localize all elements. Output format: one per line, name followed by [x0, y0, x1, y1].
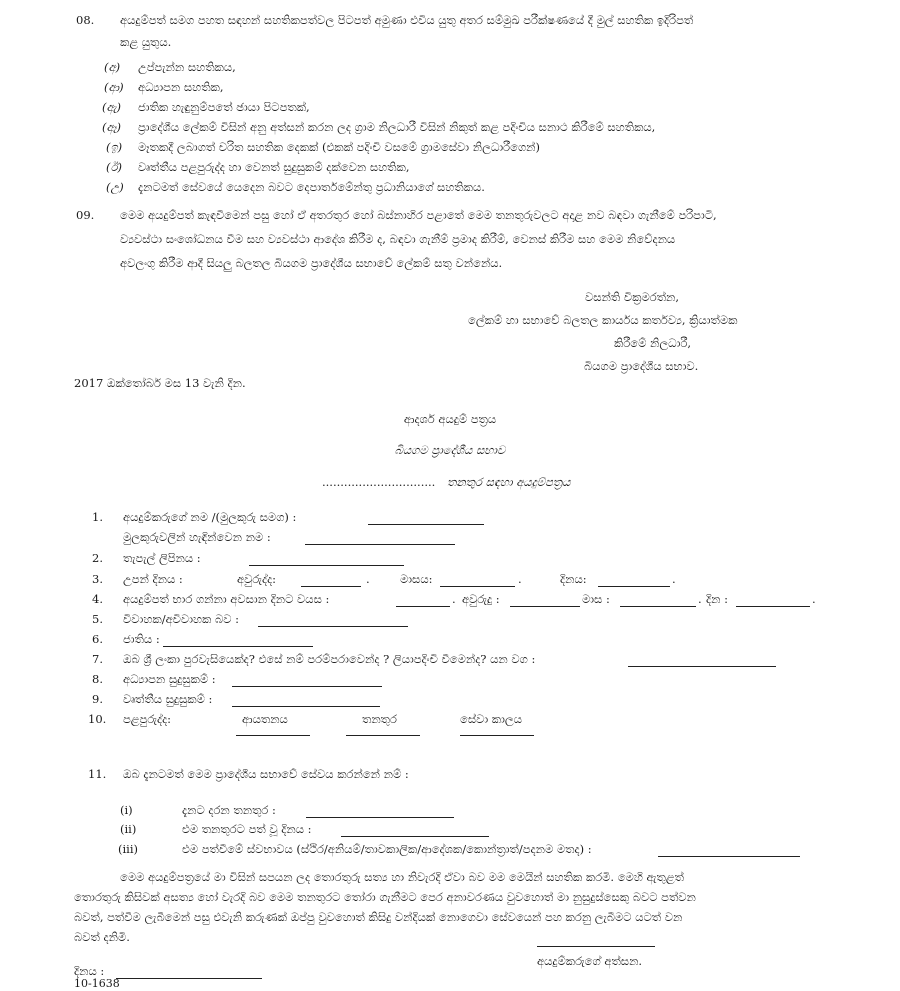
- notice-date: 2017 ඔක්තෝබර් මස 13 වැනි දින.: [74, 376, 246, 390]
- field-number: 5.: [92, 612, 103, 626]
- field-number: 3.: [92, 572, 103, 586]
- professional-qualifications-label: වෘත්තීය සුදුසුකම් :: [123, 692, 213, 706]
- field-number: 10.: [88, 712, 107, 726]
- declaration-line: බවත්, පත්වීම ලැබීමෙන් පසු එවැනි කරුණක් ඔප්පු වුවහොත් කිසිදු වන්දියක් නොගෙවා සේවයෙන් පහ කරනු ලැබීමට යටත් වන: [74, 910, 683, 924]
- list-item: අධ්‍යාපන සහතික,: [138, 80, 224, 94]
- list-item: මෑතකදී ලබාගත් චරිත සහතික දෙකක් (එකක් පදිංචි වසමේ ග්‍රාමසේවා නිලධාරීගෙන්): [138, 140, 540, 154]
- initials-name-line[interactable]: [305, 544, 455, 545]
- note-text-line: කළ යුතුය.: [120, 35, 172, 49]
- application-date-line[interactable]: [116, 978, 262, 979]
- field-number: 6.: [92, 632, 103, 646]
- note-text-line: ව්‍යවස්ථා සංශෝධනය වීම සහ ව්‍යවස්ථා ආදේශ කිරීම ද, බඳවා ගැනීම් ප්‍රමාද කිරීම්, වෙනස් කිරීම සහ මෙම නිවේදනය: [120, 232, 676, 246]
- postal-address-line[interactable]: [249, 565, 404, 566]
- sub-marker: (i): [120, 803, 133, 817]
- list-item: ජාතික හැඳුනුම්පතේ ඡායා පිටපතක්,: [138, 100, 310, 114]
- experience-post-line[interactable]: [346, 735, 420, 736]
- separator-dot: .: [698, 592, 702, 606]
- separator-dot: .: [452, 592, 456, 606]
- note-number: 08.: [76, 13, 95, 27]
- experience-institution-line[interactable]: [236, 735, 310, 736]
- nationality-label: ජාතිය :: [123, 632, 160, 646]
- citizenship-label: ඔබ ශ්‍රී ලංකා පුරවැසියෙක්ද? එසේ නම් පරම්පරාවෙන්ද ? ලියාපදිංචි වීමෙන්ද? යන වග :: [123, 652, 536, 666]
- list-marker: (උ): [106, 180, 124, 194]
- age-label: අයදුම්පත් භාර ගන්නා අවසාන දිනට වයස :: [123, 592, 330, 606]
- age-days-label: දින :: [706, 592, 728, 606]
- form-title: ආදර්ශ අයදුම් පත්‍රය: [403, 412, 497, 426]
- list-marker: (ආ): [104, 80, 124, 94]
- separator-dot: .: [518, 572, 522, 586]
- applicant-name-label: අයදුම්කරුගේ නම /(මුලකුරු සමග) :: [123, 510, 297, 524]
- field-number: 7.: [92, 652, 103, 666]
- current-service-label: ඔබ දැනටමත් මෙම ප්‍රාදේශීය සභාවේ සේවය කරන්නේ නම් :: [123, 767, 409, 781]
- dob-day-label: දිනය:: [560, 572, 587, 586]
- citizenship-line[interactable]: [628, 666, 776, 667]
- nationality-line[interactable]: [163, 646, 313, 647]
- appointment-nature-line[interactable]: [658, 856, 800, 857]
- experience-label: පළපුරුද්ද:: [123, 712, 172, 726]
- field-number: 9.: [92, 692, 103, 706]
- field-number: 4.: [92, 592, 103, 606]
- form-council: බියගම ප්‍රාදේශීය සභාව: [394, 443, 506, 457]
- dob-day-line[interactable]: [598, 586, 670, 587]
- applicant-signature-line[interactable]: [537, 946, 655, 947]
- current-post-line[interactable]: [306, 817, 454, 818]
- initials-name-label: මුලකුරුවලින් හැඳින්වෙන නම :: [123, 530, 271, 544]
- age-years-line[interactable]: [510, 606, 580, 607]
- field-number: 2.: [92, 551, 103, 565]
- list-marker: (ඉ): [106, 140, 123, 154]
- marital-status-line[interactable]: [258, 626, 408, 627]
- marital-status-label: විවාහක/අවිවාහක බව :: [123, 612, 240, 626]
- list-marker: (ඊ): [106, 160, 123, 174]
- sub-marker: (ii): [120, 822, 137, 836]
- page-code: 10-1638: [74, 977, 120, 990]
- field-number: 1.: [92, 510, 103, 524]
- experience-period-line[interactable]: [460, 735, 534, 736]
- experience-col-period: සේවා කාලය: [460, 712, 522, 726]
- signatory-office: බියගම ප්‍රාදේශීය සභාව.: [584, 359, 699, 373]
- professional-qualifications-line[interactable]: [232, 706, 380, 707]
- list-item: වෘත්තීය පළපුරුද්ද හා වෙනත් සුදුසුකම් දක්වෙන සහතික,: [138, 160, 410, 174]
- field-number: 11.: [88, 767, 107, 781]
- signatory-title: ලේකම් හා සභාවේ බලතල කාර්යය කර්තව්‍ය, ක්‍රියාත්මක: [468, 313, 738, 327]
- declaration-line: මෙම අයදුම්පත්‍රයේ මා විසින් සපයන ලද තොරතුරු සත්‍ය හා නිවැරදි ඒවා බව මම මෙයින් සහතික කරමි. මෙහි ඇතුළත්: [120, 870, 684, 884]
- experience-col-post: තනතුර: [362, 712, 397, 726]
- signatory-title: කිරීමේ නිලධාරී,: [614, 336, 692, 350]
- current-post-label: දැනට දරන තනතුර :: [182, 803, 276, 817]
- note-text-line: අවලංගු කිරීම ආදී සියලු බලතල බියගම ප්‍රාදේශීය සභාවේ ලේකම් සතු වන්නේය.: [120, 256, 503, 270]
- applicant-signature-label: අයදුම්කරුගේ අත්සන.: [537, 954, 643, 968]
- education-qualifications-line[interactable]: [232, 686, 382, 687]
- note-text-line: අයදුම්පත් සමග පහත සඳහන් සහතිකපත්වල පිටපත් අමුණා එවිය යුතු අතර සම්මුඛ පරීක්ෂණයේ දී මුල් සහතික ඉදිරිපත්: [120, 13, 694, 27]
- dob-month-line[interactable]: [440, 586, 515, 587]
- postal-address-label: තැපැල් ලිපිනය :: [123, 551, 201, 565]
- age-days-line[interactable]: [736, 606, 810, 607]
- appointment-nature-label: එම පත්වීමේ ස්වභාවය (ස්ථිර/අනියම්/තාවකාලික/ආදේශක/කොන්ත්‍රාත්/පදනම මතද) :: [182, 842, 592, 856]
- signatory-name: වසන්ති වික්‍රමරත්න,: [585, 290, 680, 304]
- note-text-line: මෙම අයදුම්පත් කැඳවීමෙන් පසු හෝ ඒ අතරතුර හෝ බස්නාහිර පළාතේ මෙම තනතුරුවලට අදාළ නව බඳවා ගැනීමේ පරිපාටි,: [120, 208, 717, 222]
- post-suffix: තනතුර සඳහා අයදුම්පත්‍රය: [446, 475, 571, 489]
- post-dots: ...............................: [322, 475, 436, 489]
- separator-dot: .: [366, 572, 370, 586]
- applicant-name-line[interactable]: [368, 524, 484, 525]
- appointment-date-line[interactable]: [341, 836, 489, 837]
- list-marker: (ඈ): [102, 120, 121, 134]
- appointment-date-label: එම තනතුරට පත් වූ දිනය :: [182, 822, 312, 836]
- list-item: ප්‍රාදේශීය ලේකම් විසින් අනු අත්සන් කරන ලද ග්‍රාම නිලධාරී විසින් නිකුත් කළ පදිංචිය සනාථ කිරීමේ සහතිකය,: [138, 120, 656, 134]
- note-number: 09.: [76, 208, 95, 222]
- declaration-line: බවත් දනිමි.: [74, 930, 130, 944]
- dob-month-label: මාසය:: [400, 572, 433, 586]
- dob-label: උපන් දිනය :: [123, 572, 183, 586]
- experience-col-institution: ආයතනය: [242, 712, 288, 726]
- dob-year-label: අවුරුද්ද:: [237, 572, 277, 586]
- post-name-dots: [322, 475, 570, 490]
- separator-dot: .: [672, 572, 676, 586]
- list-item: දැනටමත් සේවයේ යෙදෙන බවට දෙපාර්තමේන්තු ප්‍රධානියාගේ සහතිකය.: [138, 180, 485, 194]
- list-marker: (ඇ): [102, 100, 121, 114]
- application-date-label: දිනය :: [74, 964, 105, 978]
- education-qualifications-label: අධ්‍යාපන සුදුසුකම් :: [123, 672, 216, 686]
- list-marker: (අ): [104, 60, 121, 74]
- field-number: 8.: [92, 672, 103, 686]
- age-years-label: අවුරුදු :: [462, 592, 500, 606]
- dob-year-line[interactable]: [301, 586, 361, 587]
- age-months-line[interactable]: [620, 606, 696, 607]
- sub-marker: (iii): [118, 842, 139, 856]
- age-months-label: මාස :: [582, 592, 610, 606]
- list-item: උප්පැන්න සහතිකය,: [138, 60, 236, 74]
- separator-dot: .: [812, 592, 816, 606]
- declaration-line: තොරතුරු කිසිවක් අසත්‍ය හෝ වැරදි බව මෙම තනතුරට තෝරා ගැනීමට පෙර අනාවරණය වුවහොත් මා නුසුදුස්සෙකු බවට පත්වන: [74, 890, 696, 904]
- age-total-line[interactable]: [396, 606, 450, 607]
